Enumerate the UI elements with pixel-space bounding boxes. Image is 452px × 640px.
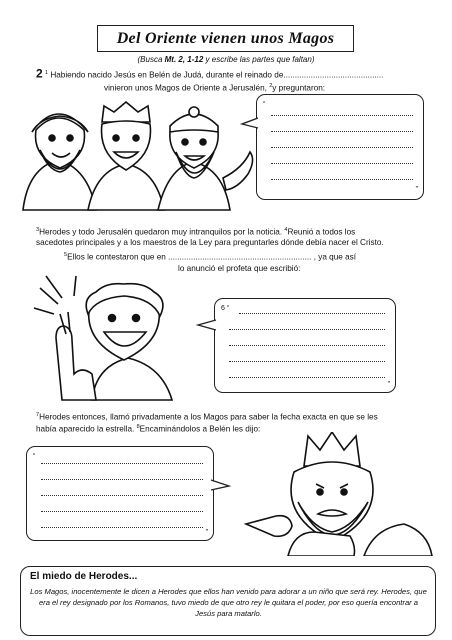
bubble-tail — [240, 116, 260, 132]
verse-4-line: sacedotes principales y a los maestros de la Ley para preguntarles dónde debía nacer el Cristo. — [36, 238, 384, 247]
speech-bubble-prophet: 6 “ ” — [214, 298, 396, 393]
answer-line[interactable] — [41, 495, 203, 496]
answer-line[interactable] — [41, 479, 203, 480]
miedo-de-herodes-box — [20, 566, 436, 636]
speech-bubble-herodes: “ ” — [26, 446, 214, 541]
miedo-text: Los Magos, inocentemente le dicen a Herodes que ellos han venido para adorar a un niño que será rey. Herodes, que era el rey designado por los Romanos, tuvo miedo de que otro rey le quitara el poder, por eso quería encontrar a Jesús para matarlo. — [30, 587, 427, 618]
verse-1-line: 2 $^1$ Habiendo nacido Jesús en Belén de Judá, durante el reinado de............................................ — [36, 66, 384, 81]
bubble-tail — [196, 318, 218, 334]
answer-line[interactable] — [229, 329, 385, 330]
three-magi-illustration — [18, 98, 258, 213]
answer-line[interactable] — [239, 313, 385, 314]
miedo-title: El miedo de Herodes... — [30, 571, 138, 582]
verse-7-line: $^7$Herodes entonces, llamó privadamente a los Magos para saber la fecha exacta en que se les — [36, 412, 378, 422]
prophet-illustration — [32, 274, 202, 402]
answer-line[interactable] — [271, 115, 413, 116]
bible-reference: Mt. 2, 1-12 — [164, 55, 204, 64]
verse-5-line-end: lo anunció el profeta que escribió: — [178, 264, 301, 273]
page-title — [97, 25, 354, 52]
speech-bubble-magi: “ ” — [256, 94, 424, 200]
answer-line[interactable] — [229, 345, 385, 346]
verse-2-line: vinieron unos Magos de Oriente a Jerusalén, $^2$y preguntaron: — [104, 83, 326, 93]
answer-line[interactable] — [41, 463, 203, 464]
herodes-illustration — [244, 432, 434, 556]
answer-line[interactable] — [229, 361, 385, 362]
answer-line[interactable] — [41, 527, 203, 528]
answer-line[interactable] — [271, 131, 413, 132]
answer-line[interactable] — [41, 511, 203, 512]
bubble-tail — [209, 478, 231, 494]
section-number: 2 — [36, 66, 43, 81]
answer-line[interactable] — [271, 147, 413, 148]
answer-line[interactable] — [271, 163, 413, 164]
answer-line[interactable] — [271, 179, 413, 180]
verse-8-line: había aparecido la estrella. $^8$Encaminándolos a Belén les dijo: — [36, 424, 261, 434]
page-title-text: Del Oriente vienen unos Magos — [116, 29, 335, 47]
subtitle: (Busca Mt. 2, 1-12 y escribe las partes que faltan) — [137, 55, 315, 64]
answer-line[interactable] — [229, 377, 385, 378]
verse-3-line: $^3$Herodes y todo Jerusalén quedaron muy intranquilos por la noticia. $^4$Reunió a todos los — [36, 227, 356, 237]
verse-5-line: $^5$Ellos le contestaron que en ............................................................... , ya que así — [64, 252, 357, 262]
